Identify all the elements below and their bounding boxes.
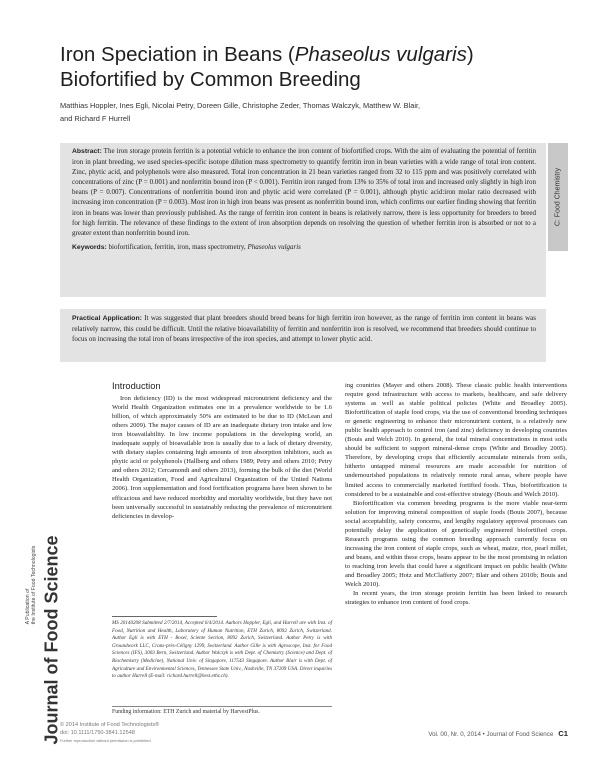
title-part2: ) bbox=[466, 43, 474, 66]
keywords-label: Keywords: bbox=[72, 243, 107, 251]
author-list bbox=[60, 99, 530, 125]
publisher-line2: the Institute of Food Technologists bbox=[31, 545, 37, 625]
copyright-text: © 2014 Institute of Food Technologists® bbox=[60, 722, 160, 728]
footnote-divider bbox=[112, 616, 217, 617]
abstract bbox=[72, 146, 536, 238]
page-footer bbox=[428, 729, 568, 738]
journal-publisher bbox=[25, 546, 37, 625]
keywords-text: biofortification, ferritin, iron, mass spectrometry, bbox=[108, 242, 246, 251]
introduction-right-p3: In recent years, the iron storage protein ferritin has been linked to research strategies to enhance iron content of food crops. bbox=[345, 590, 567, 607]
right-column bbox=[345, 381, 567, 607]
funding-divider bbox=[112, 706, 332, 707]
publisher-line1: A Publication of bbox=[25, 588, 31, 625]
practical-application-label: Practical Application: bbox=[72, 315, 142, 322]
copyright-block bbox=[60, 722, 300, 745]
introduction-right-p1: ing countries (Mayer and others 2008). These classic public health interventions require good infrastructure with access to markets, healthcare, and safe delivery systems as well as stable political policies (White and Broadley 2005). Biofortification of staple food crops, via the use of conventional breeding techniques or genetic engineering to enhance their micronutrient content, is a relatively new public health approach to control iron (and zinc) deficiency in developing countries (Bouis and Welch 2010). In general, the total mineral concentrations in most soils should be sufficient to support mineral-dense crops (White and Broadley 2005). Therefore, by developing crops that efficiently accumulate minerals from soils, hitherto untapped mineral resources are made accessible for nutrition of undernourished populations in relatively remote rural areas, where people have limited access to commercially marketed fortified foods. Thus, biofortification is considered to be a sustainable and cost-effective strategy (Bouis and Welch 2010). bbox=[345, 382, 567, 498]
left-column bbox=[112, 380, 332, 521]
introduction-right-p2: Biofortification via common breeding programs is the more viable near-term solution for improving mineral composition of staple foods (Bouis 2007), because social acceptability, safety concerns, and lengthy regulatory approval processes can potentially delay the application of genetically engineered biofortified crops. Research programs using the common breeding approach currently focus on increasing the iron content of staple crops, such as wheat, maize, rice, pearl millet, and beans, and within these crops, beans appear to be the most promising in relation to reaching iron levels that could have a significant impact on public health (White and Broadley 2005; Hotz and McClafferty 2007; Blair and others 2010b; Bouis and Welch 2010). bbox=[345, 499, 567, 589]
abstract-text: The iron storage protein ferritin is a potential vehicle to enhance the iron content of biofortified crops. With the aim of evaluating the potential of ferritin iron in plant breeding, we used species-specific isotope dilution mass spectrometry to quantify ferritin iron in bean varieties with a wide range of total iron content. Zinc, phytic acid, and polyphenols were also measured. Total iron concentration in 21 bean varieties ranged from 32 to 115 ppm and was positively correlated with concentrations of zinc (P = 0.001) and nonferritin bound iron (P < 0.001). Ferritin iron ranged from 13% to 35% of total iron and increased only slightly in high iron beans (P = 0.007). Concentrations of nonferritin bound iron and phytic acid were correlated (P = 0.001), although phytic acid:iron molar ratio decreased with increasing iron concentration (P = 0.003). Most iron in high iron beans was present as nonferritin bound iron, which confirms our earlier finding showing that ferritin iron in beans was lower than previously published. As the range of ferritin iron content in beans is relatively narrow, there is less opportunity for breeders to breed for high ferritin. The relevance of these findings to the extent of iron absorption depends on resolving the question of whether ferritin iron is absorbed or not to a greater extent than nonferritin bound iron. bbox=[72, 147, 536, 237]
permission-text: Further reproduction without permission is prohibited bbox=[60, 738, 151, 744]
journal-logo bbox=[24, 530, 72, 750]
section-tab bbox=[548, 143, 568, 251]
author-footnote: MS 20140208 Submitted 2/7/2014, Accepted 6/4/2014. Authors Hoppler, Egli, and Hurrell are with Inst. of Food, Nutrition and Health, Laboratory of Human Nutrition, ETH Zurich, 8092 Zurich, Switzerland. Author Egli is with ETH - Bosel, Sciente Section, 8092 Zurich, Switzerland. Author Petry is with Groundwork LLC, Crans-près-Céligny 1299, Switzerland. Author Gille is with Agroscope, Inst. for Food Sciences (IFS), 3003 Bern, Switzerland. Author Walczyk is with Dept. of Chemistry (Science) and Dept. of Biochemistry (Medicine), National Univ. of Singapore, 117543 Singapore. Author Blair is with Dept. of Agriculture and Environmental Sciences, Tennessee State Univ., Nashville, TN 37209 USA. Direct inquiries to author Hurrell (E-mail: richard.hurrell@hest.ethz.ch). bbox=[112, 620, 332, 680]
doi-text: doi: 10.1111/1750-3841.12548 bbox=[60, 729, 135, 736]
abstract-box bbox=[60, 143, 546, 297]
authors-line2: and Richard F Hurrell bbox=[60, 114, 131, 123]
journal-name: Journal of Food Science bbox=[41, 535, 62, 745]
title-line2: Biofortified by Common Breeding bbox=[60, 68, 361, 91]
introduction-heading: Introduction bbox=[112, 381, 161, 391]
title-part1: Iron Speciation in Beans ( bbox=[60, 43, 295, 66]
section-tab-label: C: Food Chemistry bbox=[554, 167, 562, 227]
issue-info: Vol. 00, Nr. 0, 2014 • Journal of Food Science bbox=[428, 731, 554, 738]
practical-application-text: It was suggested that plant breeders should breed beans for high ferritin iron however, as the range of ferritin iron content in beans was relatively narrow, this could be difficult. Until the relative bioavailability of ferritin and nonferritin iron is resolved, we recommend that breeders should continue to focus on increasing the total iron of beans irrespective of the iron species, and attempt to lower phytic acid. bbox=[72, 314, 536, 344]
keywords-species: Phaseolus vulgaris bbox=[247, 242, 301, 251]
practical-application-box bbox=[60, 309, 546, 362]
title-species: Phaseolus vulgaris bbox=[294, 43, 467, 66]
article-title bbox=[60, 42, 530, 92]
funding-info: Funding information: ETH Zurich and material by HarvestPlus. bbox=[112, 709, 260, 715]
abstract-label: Abstract: bbox=[72, 148, 102, 155]
page-number: C1 bbox=[558, 729, 568, 738]
authors-line1: Matthias Hoppler, Ines Egli, Nicolai Petry, Doreen Gille, Christophe Zeder, Thomas Walczyk, Matthew W. Blair, bbox=[60, 101, 421, 110]
introduction-left-text: Iron deficiency (ID) is the most widespread micronutrient deficiency and the World Health Organization estimates one in a prevalence worldwide to be 1.6 billion, of which approximately 50% are estimated to be due to ID (McLean and others 2009). The major causes of ID are an inadequate dietary iron intake and low iron bioavailability. In low income populations in the developing world, an inadequate supply of bioavailable iron is usually due to a lack of dietary diversity, with dietary staples containing high amounts of iron absorption inhibitors, such as phytic acid or polyphenols (Hallberg and others 1989; Petry and others 2010; Petry and others 2012; Cercamondi and others 2013), forming the bulk of the diet (World Health Organization, Food and Agricultural Organization of the United Nations 2006). Iron supplementation and food fortification programs have been shown to be efficacious and have reduced morbidity and mortality worldwide, but they have not been universally successful in sustainably reducing the prevalence of micronutrient deficiencies in develop- bbox=[112, 395, 332, 520]
keywords bbox=[72, 242, 536, 253]
practical-application bbox=[72, 313, 536, 344]
